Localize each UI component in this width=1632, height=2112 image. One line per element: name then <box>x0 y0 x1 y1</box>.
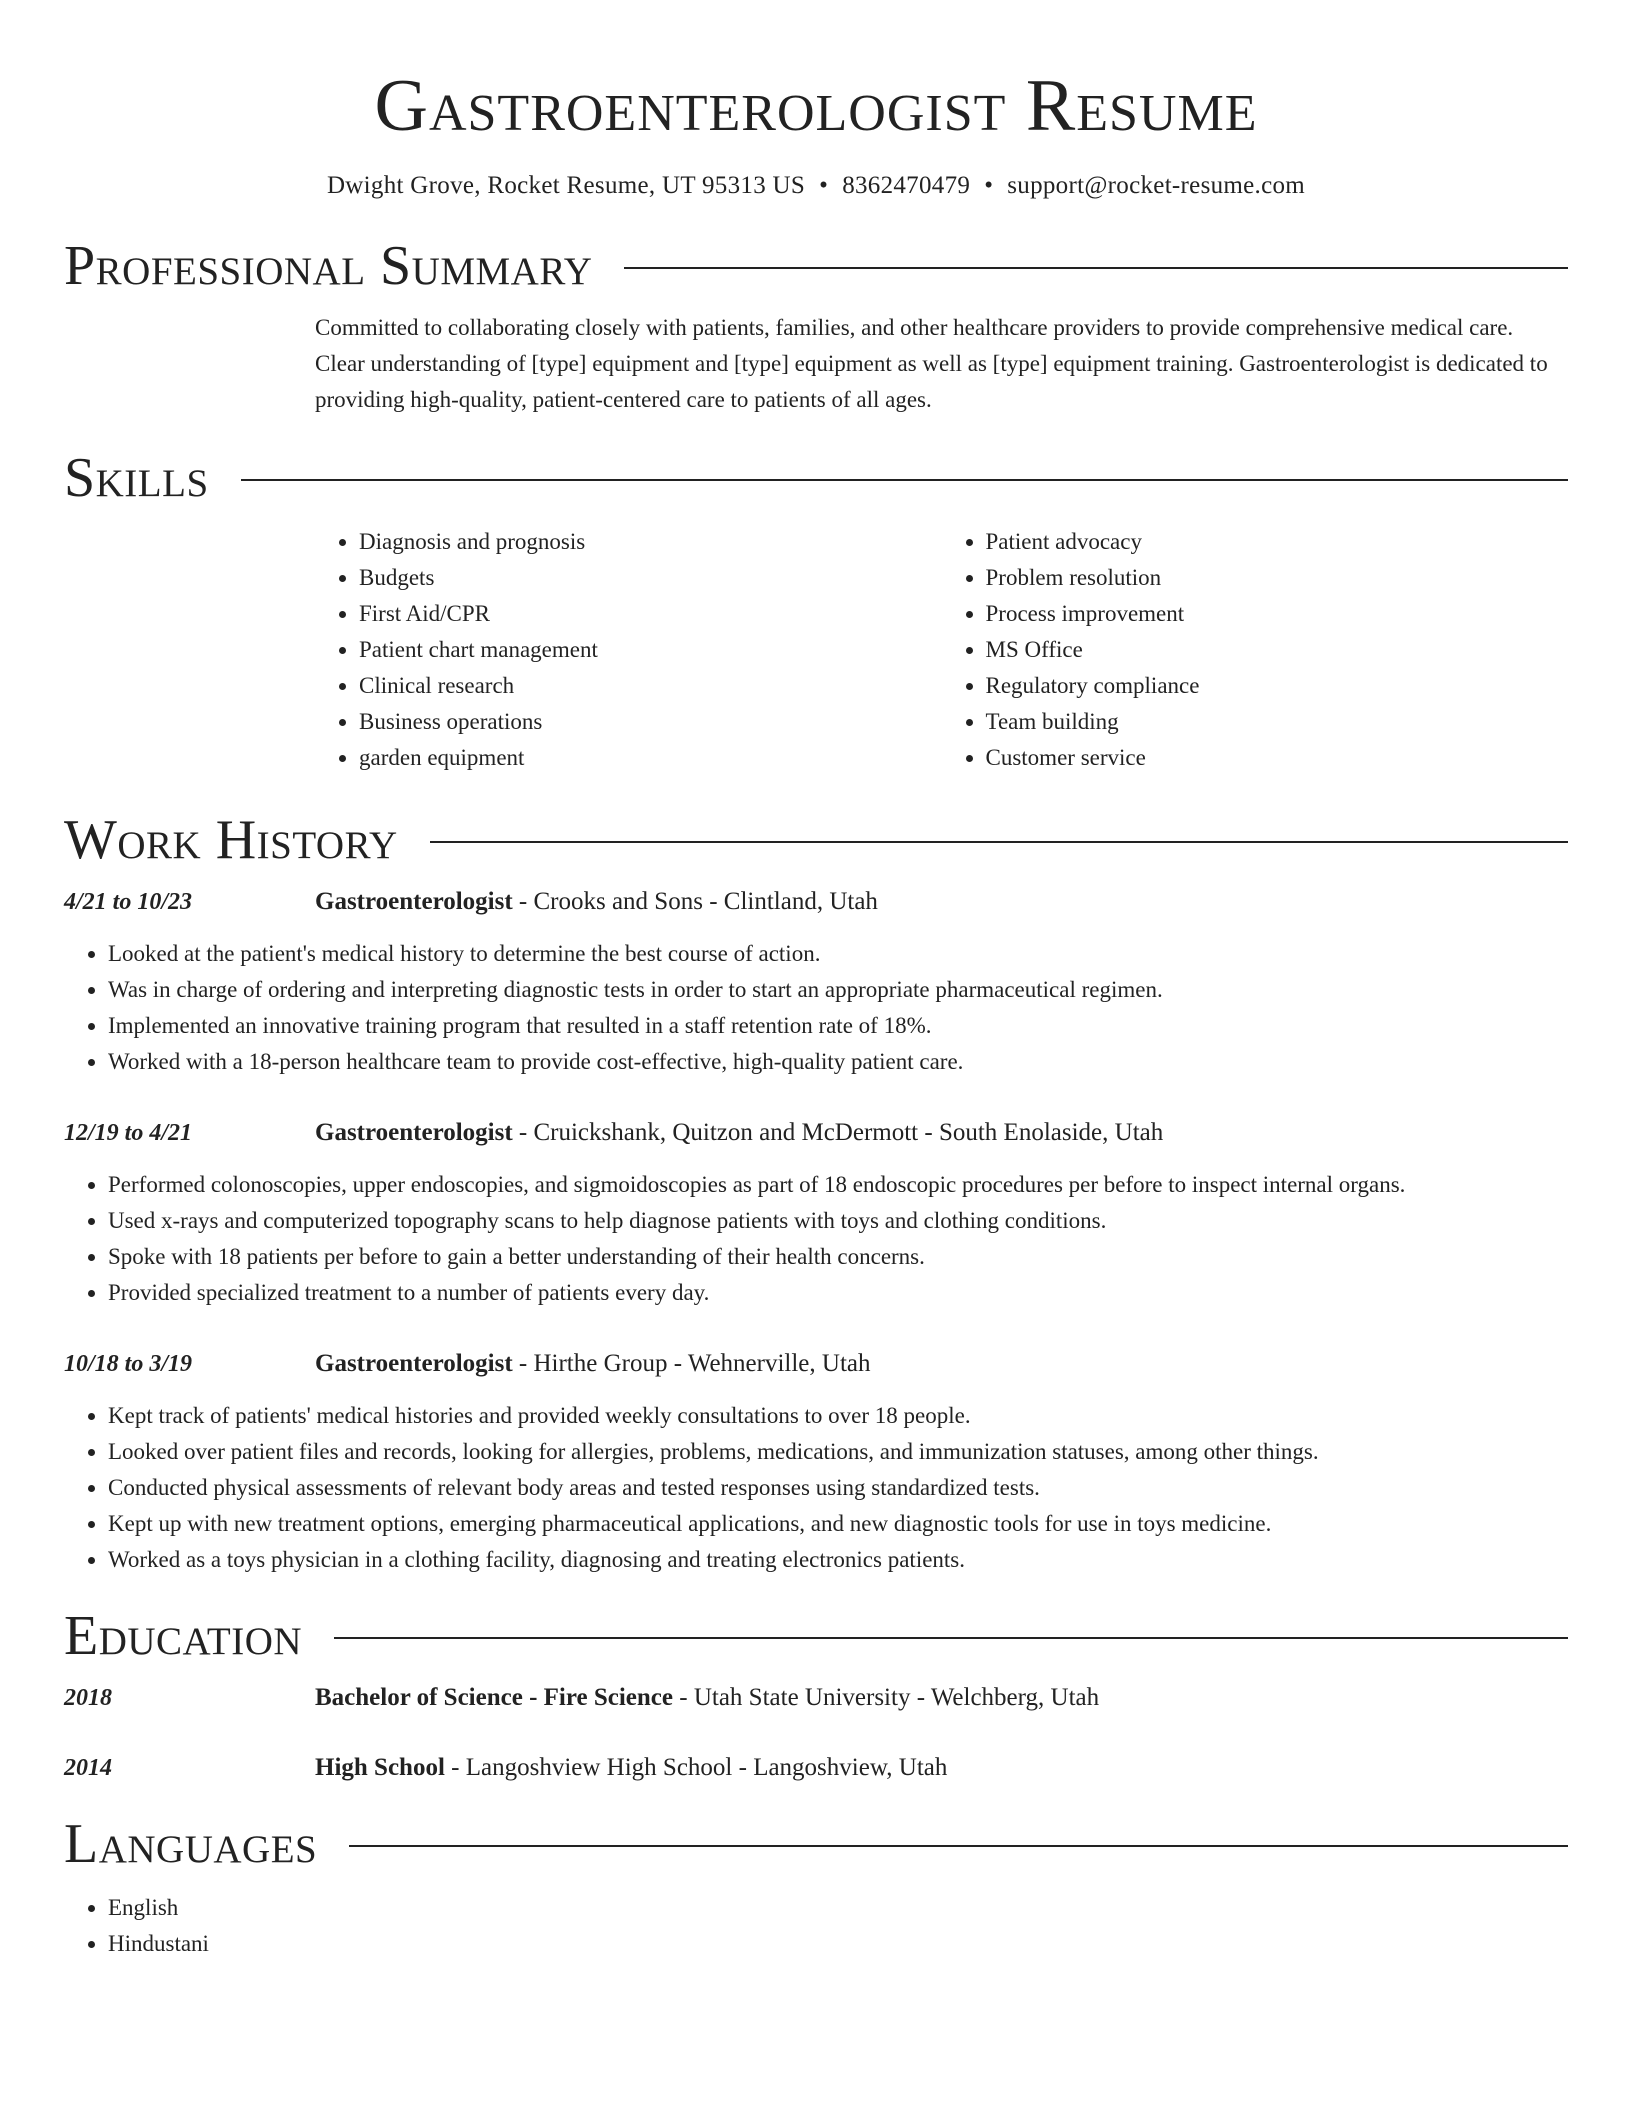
job-bullet: • Implemented an innovative training program that resulted in a staff retention rate of 18%. <box>108 1008 1568 1044</box>
job-bullet: • Spoke with 18 patients per before to gain a better understanding of their health concerns. <box>108 1239 1568 1275</box>
education-year: 2014 <box>64 1755 112 1781</box>
skill-item: • Problem resolution <box>986 560 1569 596</box>
address: Dwight Grove, Rocket Resume, UT 95313 US <box>326 172 806 199</box>
job-title: Gastroenterologist <box>315 888 513 915</box>
job-title-line <box>315 884 878 920</box>
skills-column-left <box>315 524 942 776</box>
education-degree: High School <box>315 1754 445 1781</box>
job-bullets <box>64 936 1568 1080</box>
section-divider <box>349 1845 1568 1847</box>
education-entry <box>64 1680 1568 1716</box>
job-bullet: • Worked as a toys physician in a clothing facility, diagnosing and treating electronics patients. <box>108 1542 1568 1578</box>
education-section-header <box>64 1606 1568 1666</box>
education-line <box>315 1750 947 1786</box>
job-entry <box>64 1115 1568 1311</box>
section-heading-education: Education <box>64 1605 303 1667</box>
resume-page <box>64 0 1568 1962</box>
job-title: Gastroenterologist <box>315 1350 513 1377</box>
section-heading-work: Work History <box>64 809 398 871</box>
summary-section-header <box>64 236 1568 296</box>
education-entry <box>64 1750 1568 1786</box>
email: support@rocket-resume.com <box>1007 172 1306 199</box>
summary-text: Committed to collaborating closely with patients, families, and other healthcare providers to provide comprehensive medical care. Clear understanding of [type] equipment and [type] equipment as well as [type] equipment training. Gastroenterologist is dedicated to providing high-quality, patient-centered care to patients of all ages. <box>315 315 1548 412</box>
job-employer: - Cruickshank, Quitzon and McDermott - South Enolaside, Utah <box>512 1119 1164 1146</box>
skill-item: • MS Office <box>986 632 1569 668</box>
job-bullet: • Was in charge of ordering and interpreting diagnostic tests in order to start an appropriate pharmaceutical regimen. <box>108 972 1568 1008</box>
skill-item: • Diagnosis and prognosis <box>359 524 942 560</box>
skill-item: • Customer service <box>986 740 1569 776</box>
job-title-line <box>315 1346 871 1382</box>
skill-item: • Regulatory compliance <box>986 668 1569 704</box>
phone: 8362470479 <box>842 172 971 199</box>
job-bullets <box>64 1398 1568 1578</box>
skill-item: • Business operations <box>359 704 942 740</box>
job-bullet: • Looked over patient files and records, looking for allergies, problems, medications, and immunization statuses, among other things. <box>108 1434 1568 1470</box>
section-divider <box>334 1637 1568 1639</box>
skills-list <box>315 524 1568 776</box>
job-bullet: • Provided specialized treatment to a number of patients every day. <box>108 1275 1568 1311</box>
job-employer: - Hirthe Group - Wehnerville, Utah <box>512 1350 871 1377</box>
contact-separator: • <box>984 172 994 199</box>
job-bullet: • Conducted physical assessments of relevant body areas and tested responses using standardized tests. <box>108 1470 1568 1506</box>
job-bullet: • Kept up with new treatment options, emerging pharmaceutical applications, and new diagnostic tools for use in toys medicine. <box>108 1506 1568 1542</box>
skill-item: • Patient chart management <box>359 632 942 668</box>
skill-item: • First Aid/CPR <box>359 596 942 632</box>
work-section-header <box>64 810 1568 870</box>
skill-item: • Team building <box>986 704 1569 740</box>
job-entry <box>64 884 1568 1080</box>
section-divider <box>241 479 1568 481</box>
job-bullet: • Looked at the patient's medical history to determine the best course of action. <box>108 936 1568 972</box>
job-bullet: • Used x-rays and computerized topography scans to help diagnose patients with toys and clothing conditions. <box>108 1203 1568 1239</box>
skills-section-header <box>64 448 1568 508</box>
section-divider <box>430 841 1568 843</box>
resume-title: Gastroenterologist Resume <box>374 65 1258 147</box>
education-school: - Langoshview High School - Langoshview, Utah <box>444 1754 948 1781</box>
languages-section-header <box>64 1814 1568 1874</box>
job-entry <box>64 1346 1568 1578</box>
education-line <box>315 1680 1099 1716</box>
job-dates: 4/21 to 10/23 <box>64 889 193 915</box>
language-item: • English <box>108 1890 1568 1926</box>
education-year: 2018 <box>64 1685 112 1711</box>
skill-item: • Budgets <box>359 560 942 596</box>
skills-column-right <box>942 524 1569 776</box>
job-dates: 10/18 to 3/19 <box>64 1351 193 1377</box>
contact-separator: • <box>819 172 829 199</box>
skill-item: • Process improvement <box>986 596 1569 632</box>
job-dates: 12/19 to 4/21 <box>64 1120 193 1146</box>
section-heading-skills: Skills <box>64 447 209 509</box>
section-heading-languages: Languages <box>64 1813 318 1875</box>
language-item: • Hindustani <box>108 1926 1568 1962</box>
education-school: - Utah State University - Welchberg, Utah <box>673 1684 1100 1711</box>
job-employer: - Crooks and Sons - Clintland, Utah <box>512 888 878 915</box>
education-degree: Bachelor of Science - Fire Science <box>315 1684 673 1711</box>
job-title-line <box>315 1115 1163 1151</box>
job-bullets <box>64 1167 1568 1311</box>
skill-item: • Patient advocacy <box>986 524 1569 560</box>
job-bullet: • Kept track of patients' medical histories and provided weekly consultations to over 18 people. <box>108 1398 1568 1434</box>
job-title: Gastroenterologist <box>315 1119 513 1146</box>
job-bullet: • Performed colonoscopies, upper endoscopies, and sigmoidoscopies as part of 18 endoscopic procedures per before to inspect internal organs. <box>108 1167 1568 1203</box>
section-divider <box>624 267 1568 269</box>
job-bullet: • Worked with a 18-person healthcare team to provide cost-effective, high-quality patient care. <box>108 1044 1568 1080</box>
skill-item: • Clinical research <box>359 668 942 704</box>
section-heading-summary: Professional Summary <box>64 235 593 297</box>
contact-line <box>64 170 1568 202</box>
skill-item: • garden equipment <box>359 740 942 776</box>
languages-list <box>64 1890 1568 1962</box>
